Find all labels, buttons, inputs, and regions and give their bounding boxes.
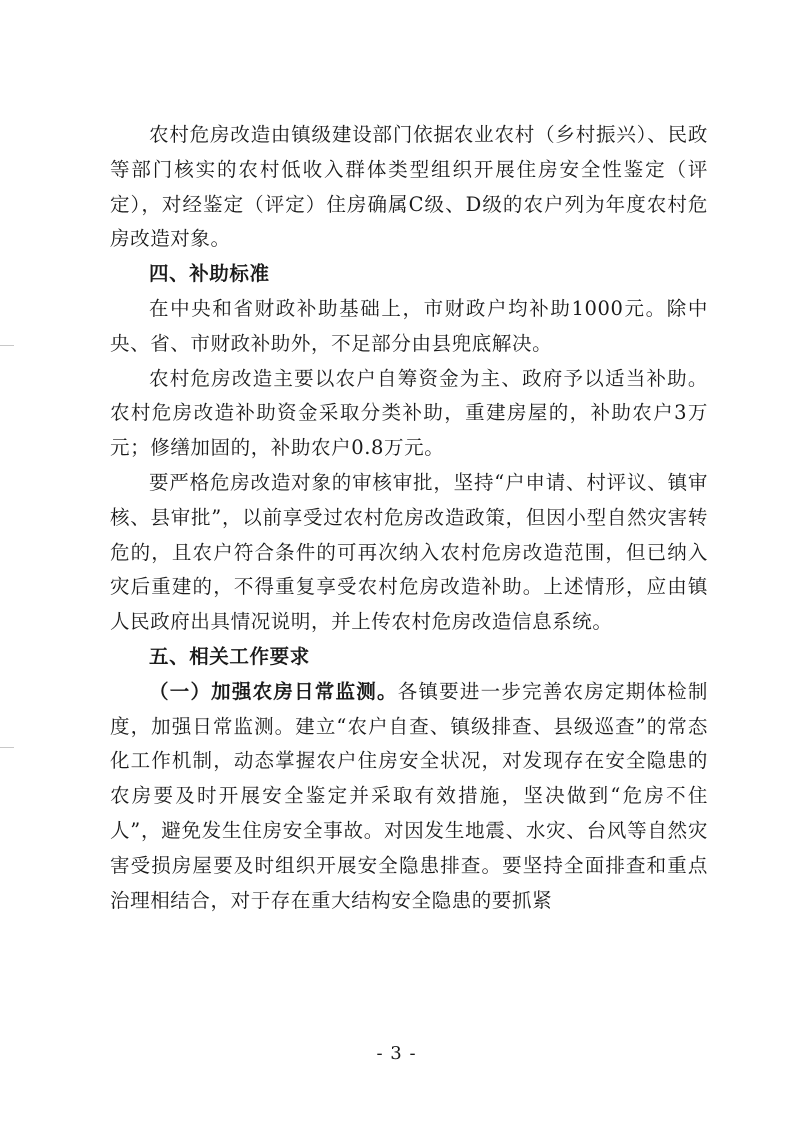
section-heading-subsidy-standard: 四、补助标准 [149, 262, 270, 286]
paragraph-assessment: 农村危房改造由镇级建设部门依据农业农村（乡村振兴）、民政等部门核实的农村低收入群体类型组织开展住房安全性鉴定（评定），对经鉴定（评定）住房确属C级、D级的农户列为年度农村危房改造对象。 [110, 123, 708, 251]
section-heading-work-requirements: 五、相关工作要求 [149, 644, 310, 668]
paragraph-approval-review: 要严格危房改造对象的审核审批，坚持“户申请、村评议、镇审核、县审批”，以前享受过农村危房改造政策，但因小型自然灾害转危的，且农户符合条件的可再次纳入农村危房改造范围，但已纳入灾后重建的，不得重复享受农村危房改造补助。上述情形，应由镇人民政府出具情况说明，并上传农村危房改造信息系统。 [110, 470, 708, 634]
scan-margin-mark [0, 345, 14, 346]
paragraph-subsidy-classification: 农村危房改造主要以农户自筹资金为主、政府予以适当补助。农村危房改造补助资金采取分类补助，重建房屋的，补助农户3万元；修缮加固的，补助农户0.8万元。 [110, 366, 708, 460]
paragraph-daily-monitoring-body: 各镇要进一步完善农房定期体检制度，加强日常监测。建立“农户自查、镇级排查、县级巡查”的常态化工作机制，动态掌握农户住房安全状况，对发现存在安全隐患的农房要及时开展安全鉴定并采取有效措施，坚决做到“危房不住人”，避免发生住房安全事故。对因发生地震、水灾、台风等自然灾害受损房屋要及时组织开展安全隐患排查。要坚持全面排查和重点治理相结合，对于存在重大结构安全隐患的要抓紧 [110, 679, 708, 912]
paragraph-daily-monitoring [110, 675, 708, 919]
paragraph-municipal-subsidy: 在中央和省财政补助基础上，市财政户均补助1000元。除中央、省、市财政补助外，不足部分由县兜底解决。 [110, 296, 708, 355]
subsection-lead-daily-monitoring: （一）加强农房日常监测。 [149, 679, 398, 703]
page-number: - 3 - [376, 1043, 417, 1064]
scan-margin-mark [0, 747, 14, 748]
document-body [110, 118, 708, 918]
